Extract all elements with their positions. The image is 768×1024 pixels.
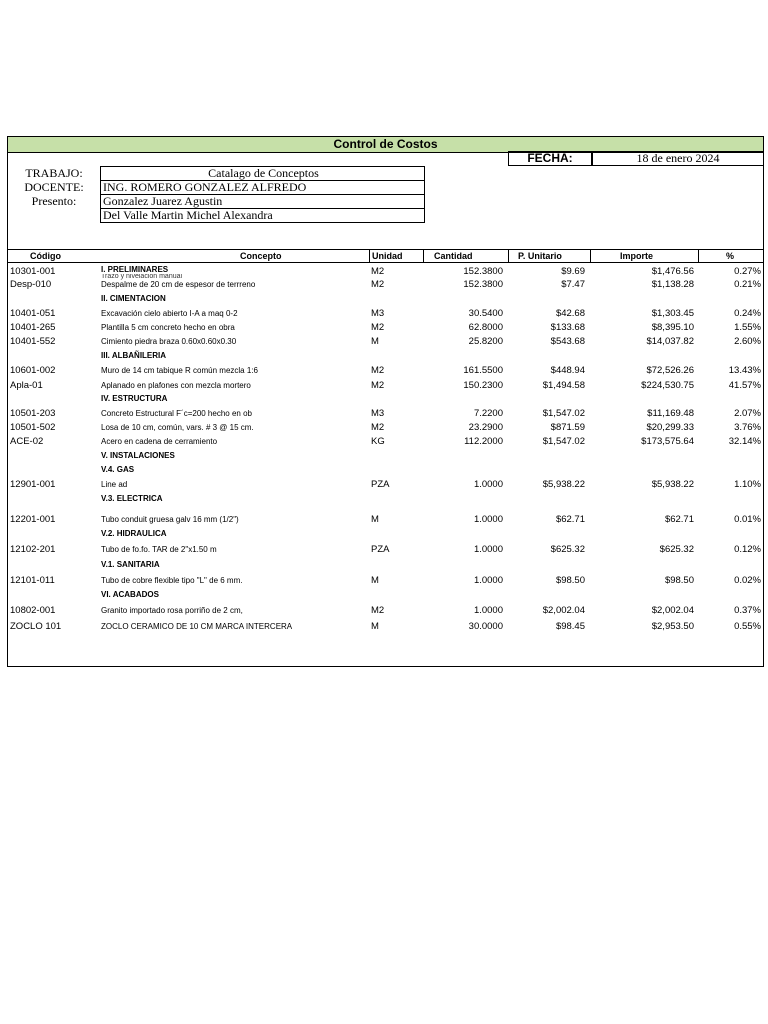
cell-pct: 2.60%	[734, 336, 761, 347]
cell-pct: 0.21%	[734, 279, 761, 290]
col-header-unidad: Unidad	[372, 251, 403, 261]
cell-concepto: Granito importado rosa porriño de 2 cm,	[101, 606, 243, 615]
cell-concepto: Tubo de fo.fo. TAR de 2"x1.50 m	[101, 545, 217, 554]
section-electrica: V.3. ELECTRICA	[101, 494, 163, 503]
cell-pct: 0.12%	[734, 544, 761, 555]
col-divider	[508, 250, 509, 262]
cell-unidad: M2	[371, 365, 385, 376]
section-hidraulica: V.2. HIDRAULICA	[101, 529, 167, 538]
cell-punitario: $1,547.02	[542, 408, 585, 419]
cell-importe: $8,395.10	[651, 322, 694, 333]
table-row[interactable]	[8, 307, 763, 320]
info-row-presento	[8, 194, 425, 209]
cell-cantidad: 1.0000	[473, 605, 503, 616]
info-value[interactable]: Catalago de Conceptos	[100, 166, 425, 181]
section-gas: V.4. GAS	[101, 465, 135, 474]
cell-cantidad: 30.5400	[468, 308, 503, 319]
table-row[interactable]	[8, 604, 763, 617]
cell-cantidad: 152.3800	[463, 279, 503, 290]
cell-cantidad: 30.0000	[468, 621, 503, 632]
cell-punitario: $1,494.58	[542, 380, 585, 391]
cost-control-sheet	[7, 136, 764, 667]
cell-concepto: Tubo conduit gruesa galv 16 mm (1/2")	[101, 515, 239, 524]
section-albanileria: III. ALBAÑILERIA	[101, 351, 167, 360]
info-row-trabajo	[8, 166, 425, 181]
col-header-codigo: Código	[30, 251, 61, 261]
cell-codigo: ZOCLO 101	[10, 621, 62, 632]
info-key: Presento:	[31, 194, 77, 208]
cell-punitario: $98.45	[555, 621, 585, 632]
cell-punitario: $9.69	[561, 266, 585, 277]
cell-pct: 1.10%	[734, 479, 761, 490]
cell-unidad: PZA	[371, 479, 390, 490]
cell-pct: 1.55%	[734, 322, 761, 333]
cell-punitario: $7.47	[561, 279, 585, 290]
cell-cantidad: 1.0000	[473, 575, 503, 586]
cell-concepto: Acero en cadena de cerramiento	[101, 437, 218, 446]
cell-pct: 0.24%	[734, 308, 761, 319]
cell-codigo: 12201-001	[10, 514, 56, 525]
cell-unidad: M	[371, 514, 379, 525]
cell-importe: $14,037.82	[646, 336, 694, 347]
cell-importe: $11,169.48	[647, 408, 694, 419]
cell-punitario: $133.68	[550, 322, 585, 333]
cell-unidad: KG	[371, 436, 385, 447]
cell-punitario: $871.59	[550, 422, 585, 433]
cell-importe: $20,299.33	[646, 422, 694, 433]
table-row[interactable]	[8, 513, 763, 526]
section-cimentacion: II. CIMENTACION	[101, 294, 166, 303]
section-instalaciones: V. INSTALACIONES	[101, 451, 175, 460]
table-row[interactable]	[8, 364, 763, 377]
cell-punitario: $42.68	[555, 308, 585, 319]
cell-cantidad: 1.0000	[473, 544, 503, 555]
cell-unidad: M	[371, 336, 379, 347]
cell-concepto: Concreto Estructural F´c=200 hecho en ob	[101, 409, 252, 418]
cell-punitario: $62.71	[555, 514, 585, 525]
cell-concepto: Muro de 14 cm tabique R común mezcla 1:6	[101, 366, 258, 375]
cell-importe: $1,138.28	[651, 279, 694, 290]
cell-concepto: Despalme de 20 cm de espesor de terrreno	[101, 280, 256, 289]
info-key: TRABAJO:	[25, 166, 83, 180]
cell-pct: 32.14%	[728, 436, 761, 447]
cell-codigo: Desp-010	[10, 279, 52, 290]
cell-punitario: $98.50	[555, 575, 585, 586]
cell-codigo: 10501-502	[10, 422, 56, 433]
table-row[interactable]	[8, 421, 763, 434]
cell-importe: $2,953.50	[651, 621, 694, 632]
cell-codigo: 10401-552	[10, 336, 56, 347]
cell-concepto: Tubo de cobre flexible tipo "L" de 6 mm.	[101, 576, 243, 585]
cell-pct: 0.37%	[734, 605, 761, 616]
cell-codigo: 10301-001	[10, 266, 56, 277]
table-row[interactable]	[8, 407, 763, 420]
cell-concepto: Cimiento piedra braza 0.60x0.60x0.30	[101, 337, 237, 346]
fecha-label: FECHA:	[508, 151, 592, 166]
cell-punitario: $1,547.02	[542, 436, 585, 447]
col-header-cantidad: Cantidad	[434, 251, 473, 261]
cell-punitario: $2,002.04	[542, 605, 585, 616]
cell-unidad: M	[371, 621, 379, 632]
cell-concepto: Plantilla 5 cm concreto hecho en obra	[101, 323, 235, 332]
cell-codigo: Apla-01	[10, 380, 43, 391]
table-row[interactable]	[8, 265, 763, 278]
cell-concepto: Line ad	[101, 480, 128, 489]
cell-cantidad: 25.8200	[468, 336, 503, 347]
col-divider	[590, 250, 591, 262]
sheet-title: Control de Costos	[8, 137, 763, 153]
cell-codigo: 10401-265	[10, 322, 56, 333]
cell-punitario: $5,938.22	[542, 479, 585, 490]
cell-codigo: 10401-051	[10, 308, 56, 319]
cell-unidad: PZA	[371, 544, 390, 555]
cell-cantidad: 152.3800	[463, 266, 503, 277]
table-row[interactable]	[8, 335, 763, 348]
cell-cantidad: 161.5500	[463, 365, 503, 376]
cell-pct: 0.01%	[734, 514, 761, 525]
info-key	[8, 208, 100, 223]
table-header	[8, 249, 763, 263]
cell-unidad: M2	[371, 380, 385, 391]
cell-pct: 0.02%	[734, 575, 761, 586]
cell-codigo: 12901-001	[10, 479, 56, 490]
cell-concepto: ZOCLO CERAMICO DE 10 CM MARCA INTERCERA	[101, 622, 293, 631]
cell-cantidad: 23.2900	[468, 422, 503, 433]
cell-importe: $1,476.56	[651, 266, 694, 277]
cell-importe: $62.71	[664, 514, 694, 525]
table-row[interactable]	[8, 435, 763, 448]
info-value[interactable]: Del Valle Martin Michel Alexandra	[100, 208, 425, 223]
cell-punitario: $625.32	[550, 544, 585, 555]
cell-pct: 2.07%	[734, 408, 761, 419]
cell-importe: $98.50	[664, 575, 694, 586]
section-sanitaria: V.1. SANITARIA	[101, 560, 160, 569]
table-row[interactable]	[8, 478, 763, 491]
section-overlap-text: Trazo y nivelación manual	[101, 274, 183, 280]
cell-cantidad: 112.2000	[464, 436, 503, 447]
cell-importe: $173,575.64	[641, 436, 694, 447]
section-estructura: IV. ESTRUCTURA	[101, 394, 168, 403]
col-divider	[423, 250, 424, 262]
cell-pct: 3.76%	[734, 422, 761, 433]
table-row[interactable]	[8, 321, 763, 334]
cell-importe: $5,938.22	[651, 479, 694, 490]
cell-concepto: Losa de 10 cm, común, vars. # 3 @ 15 cm.	[101, 423, 254, 432]
cell-unidad: M2	[371, 422, 385, 433]
cell-codigo: 12101-011	[10, 575, 55, 586]
cell-unidad: M2	[371, 322, 385, 333]
cell-pct: 0.55%	[734, 621, 761, 632]
cell-punitario: $543.68	[550, 336, 585, 347]
cell-codigo: 10501-203	[10, 408, 56, 419]
col-header-importe: Importe	[620, 251, 654, 261]
cell-codigo: ACE-02	[10, 436, 44, 447]
cell-punitario: $448.94	[550, 365, 585, 376]
info-value[interactable]: ING. ROMERO GONZALEZ ALFREDO	[100, 180, 425, 195]
cell-importe: $1,303.45	[651, 308, 694, 319]
cell-cantidad: 1.0000	[473, 514, 503, 525]
table-row[interactable]	[8, 543, 763, 556]
cell-unidad: M2	[371, 266, 385, 277]
table-row[interactable]	[8, 379, 763, 392]
cell-cantidad: 62.8000	[468, 322, 503, 333]
col-header-punitario: P. Unitario	[518, 251, 562, 261]
cell-importe: $625.32	[659, 544, 694, 555]
cell-unidad: M3	[371, 308, 385, 319]
cell-pct: 41.57%	[728, 380, 761, 391]
section-acabados: VI. ACABADOS	[101, 590, 159, 599]
cell-concepto: Excavación cielo abierto I-A a maq 0-2	[101, 309, 238, 318]
cell-codigo: 12102-201	[10, 544, 56, 555]
cell-pct: 0.27%	[734, 266, 761, 277]
cell-unidad: M2	[371, 279, 385, 290]
info-row-docente	[8, 180, 425, 195]
info-row-presento-2	[8, 208, 425, 223]
table-row[interactable]	[8, 574, 763, 587]
cell-importe: $2,002.04	[651, 605, 694, 616]
cell-unidad: M	[371, 575, 379, 586]
col-header-concepto: Concepto	[240, 251, 282, 261]
table-row[interactable]	[8, 620, 763, 633]
fecha-value[interactable]: 18 de enero 2024	[592, 151, 764, 166]
cell-unidad: M3	[371, 408, 385, 419]
col-divider	[698, 250, 699, 262]
cell-importe: $224,530.75	[641, 380, 694, 391]
cell-unidad: M2	[371, 605, 385, 616]
cell-cantidad: 1.0000	[473, 479, 503, 490]
cell-codigo: 10802-001	[10, 605, 56, 616]
col-header-pct: %	[726, 251, 735, 261]
col-divider	[369, 250, 370, 262]
cell-cantidad: 150.2300	[463, 380, 503, 391]
info-key: DOCENTE:	[24, 180, 84, 194]
table-row[interactable]	[8, 278, 763, 291]
info-value[interactable]: Gonzalez Juarez Agustin	[100, 194, 425, 209]
cell-codigo: 10601-002	[10, 365, 56, 376]
cell-importe: $72,526.26	[646, 365, 694, 376]
cell-pct: 13.43%	[728, 365, 761, 376]
cell-cantidad: 7.2200	[473, 408, 503, 419]
cell-concepto: Aplanado en plafones con mezcla mortero	[101, 381, 251, 390]
section-preliminares: I. PRELIMINARES	[101, 265, 169, 274]
